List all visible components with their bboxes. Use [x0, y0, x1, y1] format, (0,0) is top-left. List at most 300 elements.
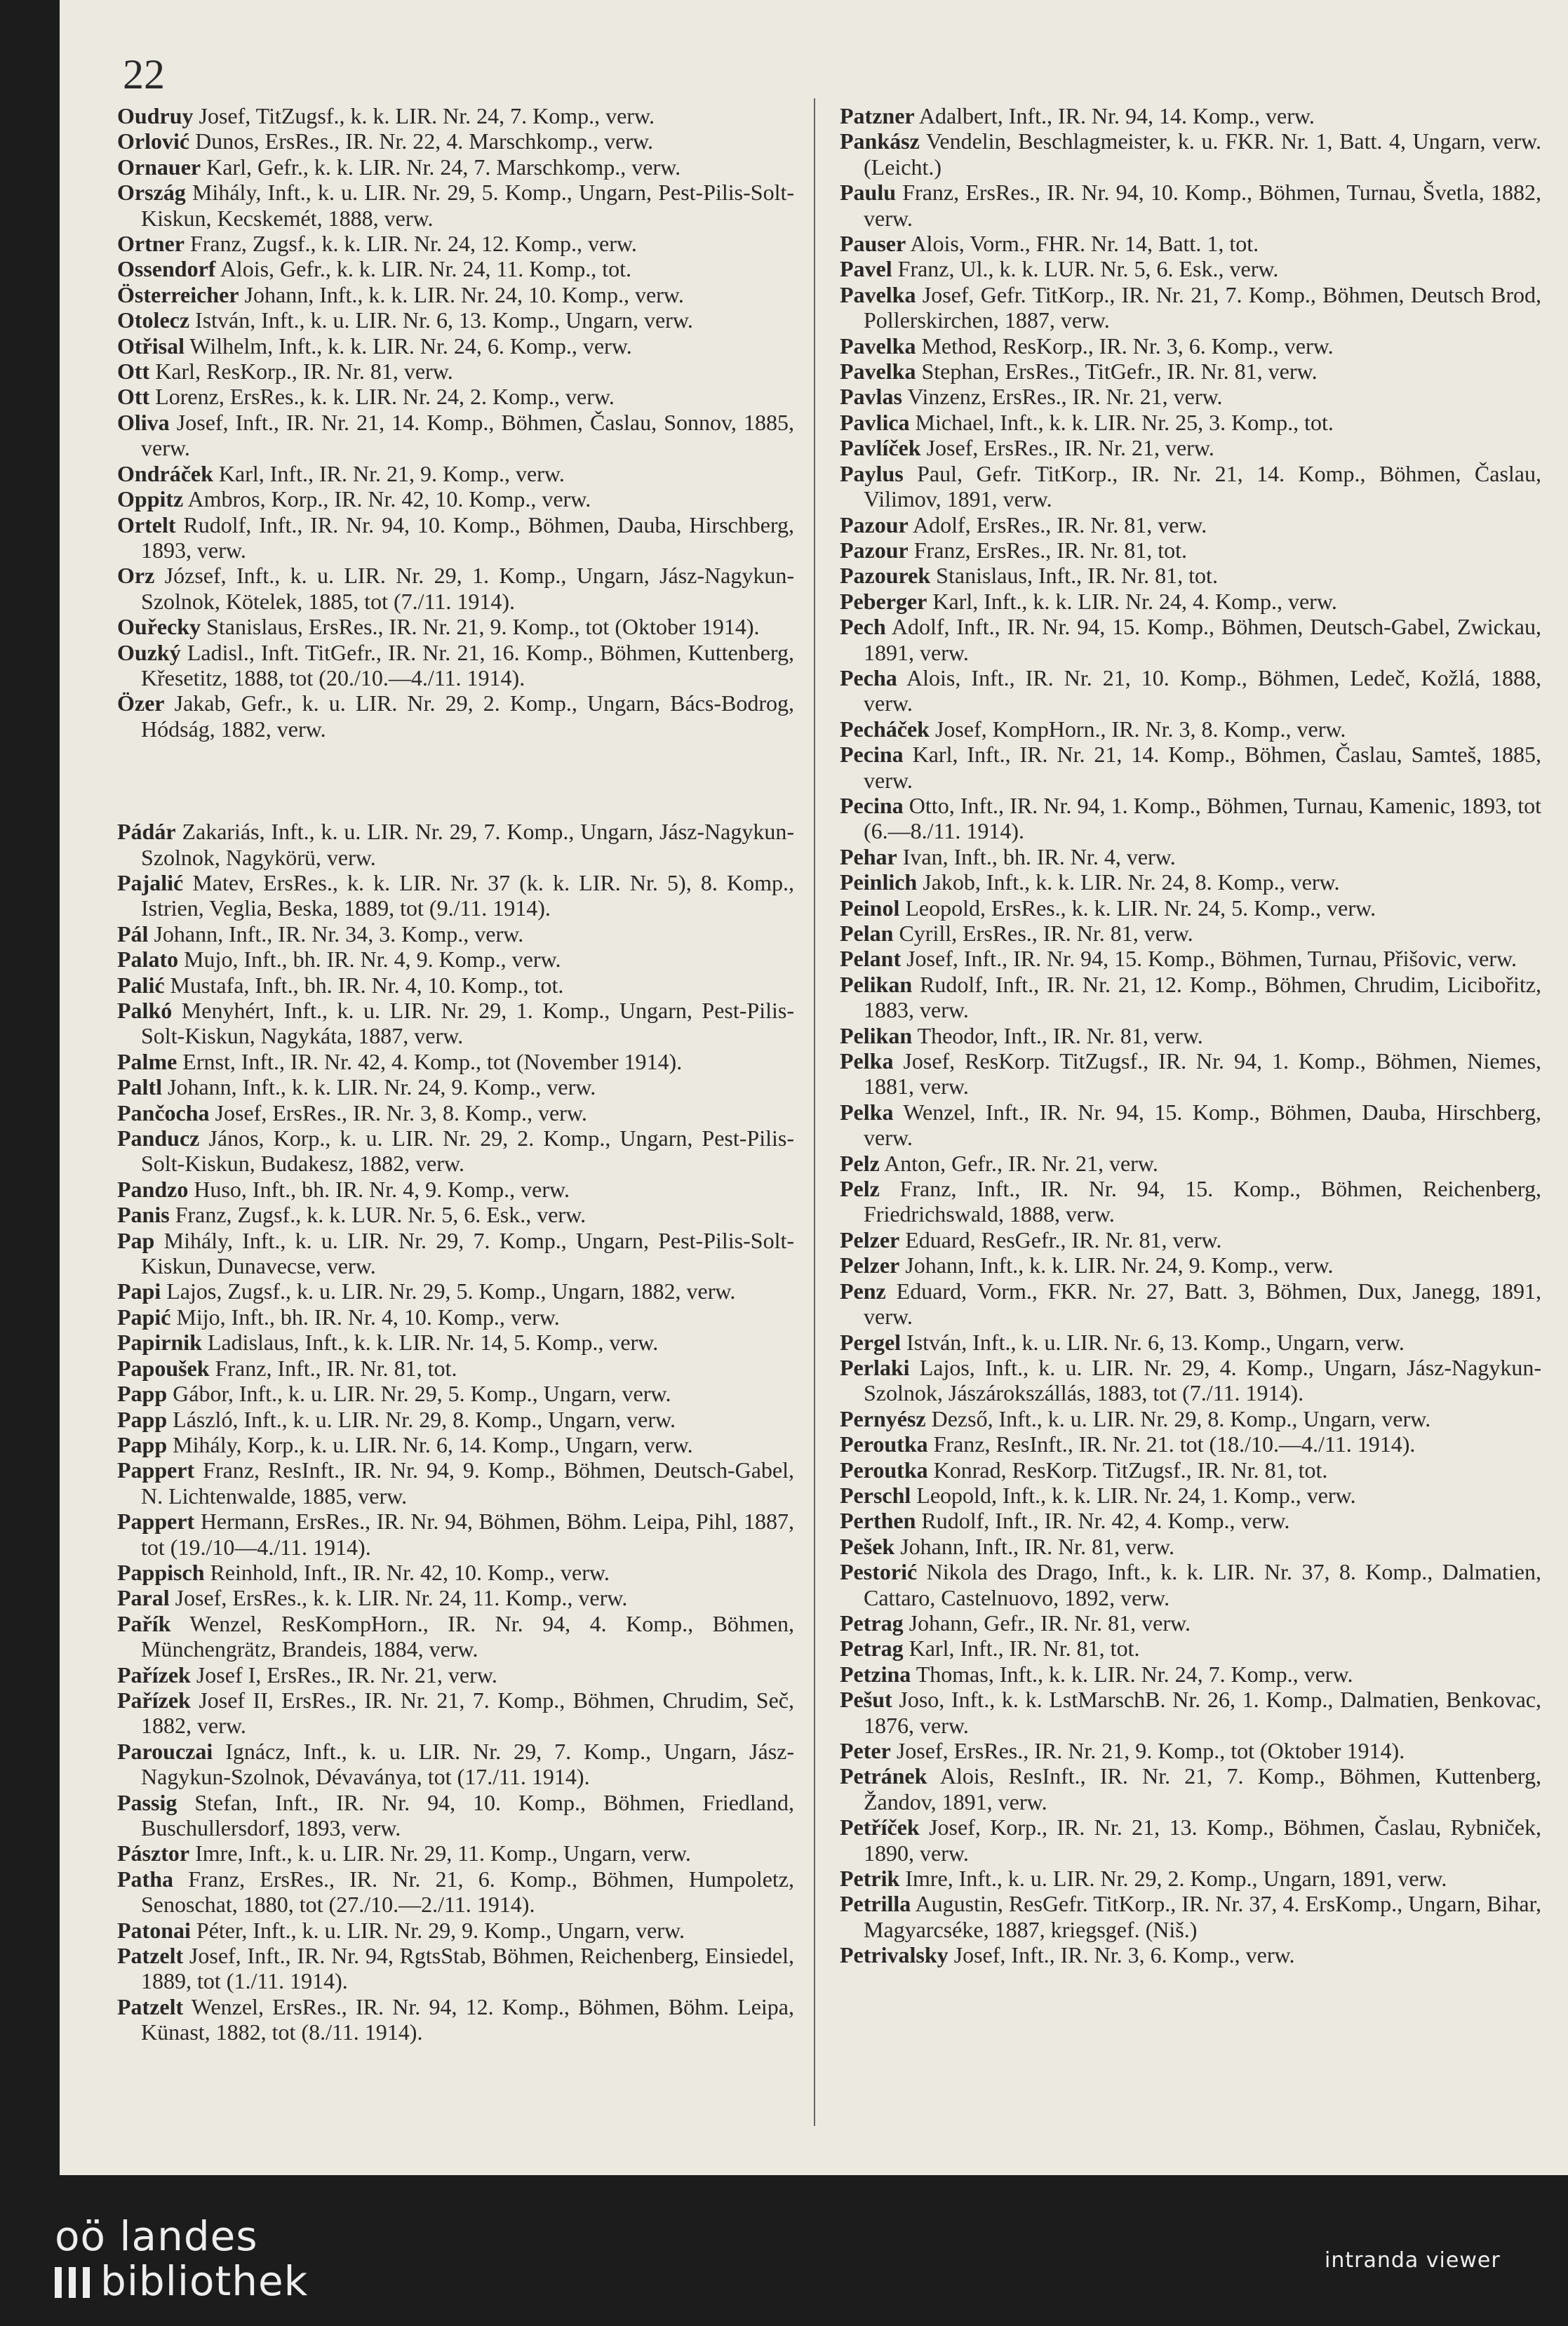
entry-surname: Pařízek: [117, 1662, 191, 1687]
entry-details: Karl, Inft., IR. Nr. 21, 14. Komp., Böhmen, Časlau, Samteš, 1885, verw.: [864, 742, 1542, 793]
list-entry: [117, 333, 794, 359]
entry-surname: Ornauer: [117, 154, 201, 180]
entry-surname: Panis: [117, 1202, 170, 1228]
list-entry: [840, 410, 1541, 435]
list-entry: [117, 512, 794, 563]
entry-details: Franz, ErsRes., IR. Nr. 81, tot.: [913, 537, 1188, 563]
viewer-label: intranda viewer: [1325, 2248, 1501, 2273]
entry-details: Franz, ResInft., IR. Nr. 21. tot (18./10.—4./11. 1914).: [933, 1431, 1416, 1457]
list-entry: [840, 1048, 1541, 1099]
entry-surname: Petříček: [840, 1814, 920, 1840]
entry-details: Rudolf, Inft., IR. Nr. 21, 12. Komp., Böhmen, Chrudim, Licibořitz, 1883, verw.: [864, 971, 1542, 1023]
entry-surname: Passig: [117, 1789, 177, 1815]
entry-surname: Pecháček: [840, 716, 930, 742]
list-entry: [117, 231, 794, 256]
entry-surname: Perschl: [840, 1482, 911, 1508]
entry-details: Eduard, ResGefr., IR. Nr. 81, verw.: [905, 1227, 1222, 1252]
list-entry: [117, 1381, 794, 1406]
entry-surname: Pavel: [840, 256, 892, 282]
entry-surname: Otolecz: [117, 307, 190, 333]
list-entry: [840, 1278, 1541, 1330]
list-entry: [840, 1252, 1541, 1278]
entry-surname: Pauser: [840, 231, 906, 257]
entry-surname: Papić: [117, 1304, 171, 1330]
entry-details: Johann, Inft., k. k. LIR. Nr. 24, 9. Komp., verw.: [167, 1074, 596, 1100]
list-entry: [840, 972, 1541, 1023]
list-entry: [117, 1687, 794, 1739]
list-entry: [117, 921, 794, 947]
entry-details: Konrad, ResKorp. TitZugsf., IR. Nr. 81, tot.: [933, 1457, 1328, 1483]
list-entry: [117, 359, 794, 384]
entry-details: Leopold, Inft., k. k. LIR. Nr. 24, 1. Komp., verw.: [916, 1482, 1356, 1508]
entry-surname: Petrivalsky: [840, 1942, 949, 1968]
entry-details: Thomas, Inft., k. k. LIR. Nr. 24, 7. Komp., verw.: [916, 1661, 1353, 1687]
entry-details: Adolf, Inft., IR. Nr. 94, 15. Komp., Böhmen, Deutsch-Gabel, Zwickau, 1891, verw.: [864, 614, 1542, 665]
logo-bars-icon: [55, 2267, 93, 2298]
entry-details: Ambros, Korp., IR. Nr. 42, 10. Komp., verw.: [187, 486, 591, 512]
entry-details: Josef I, ErsRes., IR. Nr. 21, verw.: [196, 1662, 497, 1687]
entry-surname: Petrag: [840, 1636, 904, 1662]
entry-details: Johann, Inft., k. k. LIR. Nr. 24, 10. Komp., verw.: [244, 281, 684, 307]
list-entry: [840, 384, 1541, 409]
entry-surname: Pernyész: [840, 1405, 926, 1431]
entry-surname: Pandzo: [117, 1176, 189, 1202]
list-entry: [840, 1636, 1541, 1661]
entry-details: Josef, ResKorp. TitZugsf., IR. Nr. 94, 1. Komp., Böhmen, Niemes, 1881, verw.: [864, 1048, 1542, 1099]
entry-surname: Pelan: [840, 921, 894, 946]
list-entry: [117, 1943, 794, 1994]
list-entry: [117, 690, 794, 742]
list-entry: [840, 614, 1541, 665]
entry-details: Stefan, Inft., IR. Nr. 94, 10. Komp., Böhmen, Friedland, Buschullersdorf, 1893, verw.: [141, 1789, 795, 1840]
entry-surname: Patha: [117, 1866, 173, 1892]
list-entry: [117, 1407, 794, 1432]
entry-details: Josef, Inft., IR. Nr. 21, 14. Komp., Böhmen, Časlau, Sonnov, 1885, verw.: [141, 409, 795, 461]
entry-surname: Ott: [117, 359, 150, 385]
entry-details: Karl, Gefr., k. k. LIR. Nr. 24, 7. Marschkomp., verw.: [206, 154, 681, 180]
list-entry: [840, 1763, 1541, 1814]
list-entry: [117, 154, 794, 180]
entry-surname: Papp: [117, 1431, 168, 1457]
list-entry: [840, 103, 1541, 128]
entry-details: Josef, Korp., IR. Nr. 21, 13. Komp., Böhmen, Časlau, Rybniček, 1890, verw.: [864, 1814, 1542, 1866]
entry-surname: Pech: [840, 614, 886, 640]
page-number: 22: [123, 51, 165, 98]
entry-surname: Oudruy: [117, 103, 194, 128]
entry-surname: Otřisal: [117, 333, 185, 359]
entry-details: Anton, Gefr., IR. Nr. 21, verw.: [884, 1150, 1158, 1176]
entry-details: Mujo, Inft., bh. IR. Nr. 4, 9. Komp., verw.: [184, 947, 561, 972]
entry-surname: Ott: [117, 384, 150, 410]
entry-surname: Pavlíček: [840, 435, 921, 461]
list-entry: [840, 793, 1541, 844]
entry-surname: Pařízek: [117, 1687, 191, 1713]
entry-details: Franz, Inft., IR. Nr. 81, tot.: [215, 1355, 457, 1381]
entry-surname: Papoušek: [117, 1355, 210, 1381]
entry-details: Ignácz, Inft., k. u. LIR. Nr. 29, 7. Komp., Ungarn, Jász-Nagykun-Szolnok, Dévaványa, tot (17./11. 1914).: [141, 1738, 795, 1790]
entry-surname: Oliva: [117, 409, 170, 435]
entry-details: Franz, Zugsf., k. k. LIR. Nr. 24, 12. Komp., verw.: [189, 231, 637, 257]
list-entry: [840, 563, 1541, 588]
section-gap: [117, 742, 794, 819]
list-entry: [840, 921, 1541, 946]
entry-surname: Petrag: [840, 1610, 904, 1636]
entry-details: Johann, Gefr., IR. Nr. 81, verw.: [909, 1610, 1191, 1636]
entry-surname: Peberger: [840, 588, 927, 614]
entry-details: Rudolf, Inft., IR. Nr. 42, 4. Komp., verw.: [921, 1508, 1290, 1534]
entry-surname: Pecina: [840, 792, 904, 818]
list-entry: [117, 180, 794, 231]
list-entry: [117, 563, 794, 614]
list-entry: [840, 1662, 1541, 1687]
entry-details: Nikola des Drago, Inft., k. k. LIR. Nr. 37, 8. Komp., Dalmatien, Cattaro, Castelnuovo, 1892, verw.: [864, 1559, 1542, 1610]
list-entry: [117, 972, 794, 998]
entry-details: István, Inft., k. u. LIR. Nr. 6, 13. Komp., Ungarn, verw.: [906, 1329, 1405, 1355]
list-entry: [117, 1585, 794, 1610]
entry-details: Johann, Inft., IR. Nr. 34, 3. Komp., verw.: [154, 921, 524, 947]
entry-surname: Pergel: [840, 1329, 902, 1355]
entry-details: Alois, Inft., IR. Nr. 21, 10. Komp., Böhmen, Ledeč, Kožlá, 1888, verw.: [864, 664, 1542, 716]
entry-surname: Patzner: [840, 103, 915, 128]
list-entry: [840, 461, 1541, 512]
entry-surname: Oppitz: [117, 486, 184, 512]
entry-surname: Papp: [117, 1381, 168, 1407]
list-entry: [840, 844, 1541, 869]
list-entry: [117, 103, 794, 128]
entry-details: Josef, Gefr. TitKorp., IR. Nr. 21, 7. Komp., Böhmen, Deutsch Brod, Pollerskirchen, 1887, verw.: [864, 281, 1542, 333]
list-entry: [117, 1049, 794, 1074]
library-logo[interactable]: [55, 2214, 308, 2304]
list-entry: [840, 716, 1541, 742]
list-entry: [840, 1687, 1541, 1738]
list-entry: [840, 512, 1541, 537]
entry-details: István, Inft., k. u. LIR. Nr. 6, 13. Komp., Ungarn, verw.: [195, 307, 693, 333]
list-entry: [840, 1483, 1541, 1508]
list-entry: [117, 307, 794, 333]
entry-surname: Perthen: [840, 1508, 916, 1534]
list-entry: [840, 282, 1541, 333]
list-entry: [117, 1994, 794, 2045]
list-entry: [840, 1457, 1541, 1483]
entry-details: Péter, Inft., k. u. LIR. Nr. 29, 9. Komp., Ungarn, verw.: [196, 1917, 685, 1943]
entry-details: Ivan, Inft., bh. IR. Nr. 4, verw.: [902, 843, 1176, 869]
entry-details: Vendelin, Beschlagmeister, k. u. FKR. Nr. 1, Batt. 4, Ungarn, verw. (Leicht.): [864, 128, 1542, 180]
list-entry: [117, 998, 794, 1049]
list-entry: [117, 282, 794, 307]
list-entry: [840, 537, 1541, 563]
entry-details: Josef, Inft., IR. Nr. 94, RgtsStab, Böhmen, Reichenberg, Einsiedel, 1889, tot (1./11. 1914).: [141, 1943, 795, 1994]
entry-surname: Pelikan: [840, 971, 913, 997]
list-entry: [840, 1738, 1541, 1763]
entry-details: Matev, ErsRes., k. k. LIR. Nr. 37 (k. k. LIR. Nr. 5), 8. Komp., Istrien, Veglia, Beska, 1889, tot (9./11. 1914).: [141, 869, 795, 921]
entry-surname: Özer: [117, 690, 165, 716]
entry-details: Huso, Inft., bh. IR. Nr. 4, 9. Komp., verw.: [194, 1176, 570, 1202]
entry-details: Dezső, Inft., k. u. LIR. Nr. 29, 8. Komp., Ungarn, verw.: [931, 1405, 1431, 1431]
entry-surname: Pavelka: [840, 359, 916, 385]
entry-details: Josef II, ErsRes., IR. Nr. 21, 7. Komp., Böhmen, Chrudim, Seč, 1882, verw.: [141, 1687, 795, 1739]
entry-details: Leopold, ErsRes., k. k. LIR. Nr. 24, 5. Komp., verw.: [905, 895, 1376, 921]
entry-details: Ladislaus, Inft., k. k. LIR. Nr. 14, 5. Komp., verw.: [207, 1330, 659, 1356]
entry-surname: Pelant: [840, 946, 902, 972]
entry-surname: Pazourek: [840, 563, 931, 589]
list-entry: [840, 742, 1541, 793]
list-entry: [117, 384, 794, 409]
entry-surname: Ondráček: [117, 460, 213, 486]
logo-line-2: bibliothek: [100, 2257, 309, 2305]
list-entry: [117, 128, 794, 154]
entry-details: Gábor, Inft., k. u. LIR. Nr. 29, 5. Komp., Ungarn, verw.: [173, 1381, 671, 1407]
entry-details: Franz, ErsRes., IR. Nr. 94, 10. Komp., Böhmen, Turnau, Švetla, 1882, verw.: [864, 180, 1542, 231]
entry-surname: Pazour: [840, 537, 909, 563]
entry-details: Josef, ErsRes., IR. Nr. 3, 8. Komp., verw.: [215, 1099, 587, 1125]
entry-details: Karl, Inft., k. k. LIR. Nr. 24, 4. Komp., verw.: [932, 588, 1337, 614]
list-entry: [117, 947, 794, 972]
entry-surname: Pelzer: [840, 1252, 900, 1278]
list-entry: [840, 1866, 1541, 1891]
entry-surname: Pelka: [840, 1099, 894, 1125]
entry-details: László, Inft., k. u. LIR. Nr. 29, 8. Komp., Ungarn, verw.: [173, 1406, 676, 1432]
entry-surname: Paulu: [840, 180, 897, 206]
entry-details: Mihály, Korp., k. u. LIR. Nr. 6, 14. Komp., Ungarn, verw.: [173, 1431, 693, 1457]
entry-details: Franz, ErsRes., IR. Nr. 21, 6. Komp., Böhmen, Humpoletz, Senoschat, 1880, tot (27./10.—2./11. 1914).: [141, 1866, 795, 1918]
entry-details: Theodor, Inft., IR. Nr. 81, verw.: [917, 1022, 1203, 1048]
entry-surname: Papp: [117, 1406, 168, 1432]
list-entry: [117, 614, 794, 639]
entry-surname: Papirnik: [117, 1330, 202, 1356]
entry-details: Mijo, Inft., bh. IR. Nr. 4, 10. Komp., verw.: [176, 1304, 560, 1330]
entry-details: Wenzel, ResKompHorn., IR. Nr. 94, 4. Komp., Böhmen, Münchengrätz, Brandeis, 1884, verw.: [141, 1610, 795, 1662]
entry-surname: Parouczai: [117, 1738, 213, 1764]
list-entry: [117, 1100, 794, 1125]
entry-details: Johann, Inft., IR. Nr. 81, verw.: [900, 1533, 1174, 1559]
entry-details: Reinhold, Inft., IR. Nr. 42, 10. Komp., verw.: [210, 1559, 610, 1585]
entry-details: Karl, Inft., IR. Nr. 21, 9. Komp., verw.: [218, 460, 565, 486]
entry-details: Rudolf, Inft., IR. Nr. 94, 10. Komp., Böhmen, Dauba, Hirschberg, 1893, verw.: [141, 512, 795, 563]
entry-surname: Pelikan: [840, 1022, 913, 1048]
right-column: [840, 103, 1541, 1968]
list-entry: [117, 1840, 794, 1866]
entry-details: Karl, Inft., IR. Nr. 81, tot.: [909, 1636, 1140, 1662]
entry-details: Dunos, ErsRes., IR. Nr. 22, 4. Marschkomp., verw.: [195, 128, 654, 154]
list-entry: [117, 870, 794, 921]
entry-details: Zakariás, Inft., k. u. LIR. Nr. 29, 7. Komp., Ungarn, Jász-Nagykun-Szolnok, Nagykörü, verw.: [141, 819, 795, 870]
entry-surname: Palme: [117, 1048, 177, 1074]
entry-surname: Palkó: [117, 998, 173, 1023]
list-entry: [117, 1330, 794, 1355]
entry-details: Alois, Gefr., k. k. LIR. Nr. 24, 11. Komp., tot.: [220, 256, 632, 282]
entry-surname: Pecha: [840, 664, 897, 690]
list-entry: [117, 1432, 794, 1457]
entry-surname: Pehar: [840, 843, 897, 869]
entry-details: Wenzel, ErsRes., IR. Nr. 94, 12. Komp., Böhmen, Böhm. Leipa, Künast, 1882, tot (8./11. 1914).: [141, 1993, 795, 2045]
entry-surname: Palato: [117, 947, 179, 972]
entry-details: Eduard, Vorm., FKR. Nr. 27, Batt. 3, Böhmen, Dux, Janegg, 1891, verw.: [864, 1278, 1542, 1330]
entry-details: Karl, ResKorp., IR. Nr. 81, verw.: [155, 359, 453, 385]
entry-surname: Pajalić: [117, 869, 184, 895]
list-entry: [840, 1151, 1541, 1176]
entry-details: Imre, Inft., k. u. LIR. Nr. 29, 2. Komp., Ungarn, 1891, verw.: [905, 1866, 1447, 1892]
list-entry: [840, 1355, 1541, 1406]
entry-details: Augustin, ResGefr. TitKorp., IR. Nr. 37, 4. ErsKomp., Ungarn, Bihar, Magyarcséke, 1887, kriegsgef. (Niš.): [864, 1891, 1542, 1942]
list-entry: [117, 256, 794, 281]
entry-surname: Pádár: [117, 819, 176, 845]
list-entry: [117, 1125, 794, 1177]
list-entry: [117, 410, 794, 461]
list-entry: [840, 1023, 1541, 1048]
entry-details: Josef, Inft., IR. Nr. 94, 15. Komp., Böhmen, Turnau, Přišovic, verw.: [906, 946, 1517, 972]
left-column: [117, 103, 794, 2045]
entry-surname: Pančocha: [117, 1099, 210, 1125]
list-entry: [840, 1099, 1541, 1151]
entry-details: Alois, ResInft., IR. Nr. 21, 7. Komp., Böhmen, Kuttenberg, Žandov, 1891, verw.: [864, 1763, 1542, 1814]
entry-surname: Paral: [117, 1585, 170, 1611]
entry-surname: Ouzký: [117, 639, 181, 665]
entry-details: Josef, ErsRes., IR. Nr. 21, 9. Komp., tot (Oktober 1914).: [896, 1738, 1405, 1763]
entry-surname: Panducz: [117, 1125, 200, 1151]
entry-surname: Pappert: [117, 1457, 195, 1483]
entry-surname: Peinol: [840, 895, 900, 921]
entry-surname: Pestorić: [840, 1559, 918, 1585]
list-entry: [117, 1662, 794, 1687]
entry-surname: Ország: [117, 180, 186, 206]
list-entry: [840, 435, 1541, 460]
entry-surname: Pavlica: [840, 409, 910, 435]
entry-surname: Österreicher: [117, 281, 239, 307]
entry-details: Josef, ErsRes., k. k. LIR. Nr. 24, 11. Komp., verw.: [175, 1585, 628, 1611]
list-entry: [117, 1177, 794, 1202]
entry-surname: Pankász: [840, 128, 920, 154]
list-entry: [117, 1790, 794, 1841]
list-entry: [840, 231, 1541, 256]
entry-surname: Pap: [117, 1227, 155, 1253]
entry-details: Adalbert, Inft., IR. Nr. 94, 14. Komp., verw.: [918, 103, 1315, 128]
entry-surname: Patonai: [117, 1917, 191, 1943]
list-entry: [840, 946, 1541, 971]
list-entry: [117, 1866, 794, 1918]
entry-details: Hermann, ErsRes., IR. Nr. 94, Böhmen, Böhm. Leipa, Pihl, 1887, tot (19./10—4./11. 1914).: [141, 1509, 795, 1560]
list-entry: [117, 1278, 794, 1304]
list-entry: [117, 1074, 794, 1099]
list-entry: [840, 1431, 1541, 1457]
entry-details: Alois, Vorm., FHR. Nr. 14, Batt. 1, tot.: [910, 231, 1259, 257]
list-entry: [840, 359, 1541, 384]
list-entry: [117, 1611, 794, 1662]
entry-details: Jakab, Gefr., k. u. LIR. Nr. 29, 2. Komp., Ungarn, Bács-Bodrog, Hódság, 1882, verw.: [141, 690, 795, 742]
entry-surname: Ortelt: [117, 512, 176, 537]
entry-surname: Peroutka: [840, 1431, 928, 1457]
entry-surname: Pásztor: [117, 1840, 190, 1866]
entry-details: Mihály, Inft., k. u. LIR. Nr. 29, 7. Komp., Ungarn, Pest-Pilis-Solt-Kiskun, Dunavecse, verw.: [141, 1227, 795, 1279]
list-entry: [117, 1304, 794, 1330]
entry-surname: Ouřecky: [117, 614, 201, 640]
entry-surname: Petrilla: [840, 1891, 911, 1917]
entry-details: Lorenz, ErsRes., k. k. LIR. Nr. 24, 2. Komp., verw.: [155, 384, 615, 410]
entry-surname: Pešut: [840, 1687, 892, 1713]
entry-details: Michael, Inft., k. k. LIR. Nr. 25, 3. Komp., tot.: [915, 409, 1334, 435]
list-entry: [840, 1891, 1541, 1942]
list-entry: [840, 665, 1541, 716]
list-entry: [840, 1508, 1541, 1533]
list-entry: [117, 1918, 794, 1943]
list-entry: [117, 1739, 794, 1790]
column-divider: [814, 98, 815, 2126]
entry-details: Wenzel, Inft., IR. Nr. 94, 15. Komp., Böhmen, Dauba, Hirschberg, verw.: [864, 1099, 1542, 1151]
list-entry: [840, 1176, 1541, 1227]
entry-details: Josef, TitZugsf., k. k. LIR. Nr. 24, 7. Komp., verw.: [199, 103, 655, 128]
entry-surname: Petránek: [840, 1763, 927, 1789]
entry-details: József, Inft., k. u. LIR. Nr. 29, 1. Komp., Ungarn, Jász-Nagykun-Szolnok, Kötelek, 1885, tot (7./11. 1914).: [141, 563, 795, 614]
entry-details: Franz, Ul., k. k. LUR. Nr. 5, 6. Esk., verw.: [897, 256, 1279, 282]
scanned-page: [60, 0, 1568, 2175]
entry-details: Franz, Inft., IR. Nr. 94, 15. Komp., Böhmen, Reichenberg, Friedrichswald, 1888, verw.: [864, 1176, 1542, 1227]
entry-surname: Penz: [840, 1278, 886, 1304]
entry-details: Franz, Zugsf., k. k. LUR. Nr. 5, 6. Esk., verw.: [175, 1202, 587, 1228]
entry-surname: Papi: [117, 1278, 161, 1304]
entry-surname: Paltl: [117, 1074, 162, 1100]
entry-surname: Pařík: [117, 1610, 171, 1636]
entry-surname: Petrik: [840, 1866, 900, 1892]
list-entry: [117, 1560, 794, 1585]
list-entry: [117, 461, 794, 486]
entry-surname: Pavelka: [840, 281, 916, 307]
list-entry: [840, 180, 1541, 231]
list-entry: [840, 1227, 1541, 1252]
entry-details: Cyrill, ErsRes., IR. Nr. 81, verw.: [899, 921, 1193, 946]
entry-details: János, Korp., k. u. LIR. Nr. 29, 2. Komp., Ungarn, Pest-Pilis-Solt-Kiskun, Budakesz, 1882, verw.: [141, 1125, 794, 1177]
entry-surname: Pelz: [840, 1150, 880, 1176]
list-entry: [840, 256, 1541, 281]
entry-details: Adolf, ErsRes., IR. Nr. 81, verw.: [912, 512, 1207, 537]
list-entry: [840, 1406, 1541, 1431]
list-entry: [117, 1202, 794, 1227]
entry-surname: Pelz: [840, 1176, 880, 1202]
list-entry: [117, 1509, 794, 1560]
list-entry: [840, 869, 1541, 895]
entry-details: Joso, Inft., k. k. LstMarschB. Nr. 26, 1. Komp., Dalmatien, Benkovac, 1876, verw.: [864, 1687, 1542, 1738]
entry-details: Stanislaus, Inft., IR. Nr. 81, tot.: [936, 563, 1218, 589]
entry-details: Method, ResKorp., IR. Nr. 3, 6. Komp., verw.: [921, 333, 1334, 359]
entry-details: Josef, Inft., IR. Nr. 3, 6. Komp., verw.: [953, 1942, 1295, 1968]
entry-details: Ladisl., Inft. TitGefr., IR. Nr. 21, 16. Komp., Böhmen, Kuttenberg, Křesetitz, 1888, tot (20./10.—4./11. 1914).: [141, 639, 795, 690]
entry-details: Lajos, Zugsf., k. u. LIR. Nr. 29, 5. Komp., Ungarn, 1882, verw.: [166, 1278, 736, 1304]
entry-details: Menyhért, Inft., k. u. LIR. Nr. 29, 1. Komp., Ungarn, Pest-Pilis-Solt-Kiskun, Nagykáta, 1887, verw.: [141, 998, 795, 1049]
entry-surname: Pelka: [840, 1048, 894, 1074]
entry-details: Otto, Inft., IR. Nr. 94, 1. Komp., Böhmen, Turnau, Kamenic, 1893, tot (6.—8./11. 1914).: [864, 792, 1542, 844]
entry-details: Ernst, Inft., IR. Nr. 42, 4. Komp., tot (November 1914).: [182, 1048, 683, 1074]
logo-line-1: oö landes: [55, 2212, 258, 2260]
entry-surname: Orlović: [117, 128, 190, 154]
list-entry: [840, 128, 1541, 180]
entry-details: Mustafa, Inft., bh. IR. Nr. 4, 10. Komp., tot.: [170, 972, 564, 998]
list-entry: [117, 819, 794, 870]
entry-details: Johann, Inft., k. k. LIR. Nr. 24, 9. Komp., verw.: [905, 1252, 1334, 1278]
entry-surname: Patzelt: [117, 1993, 184, 2019]
entry-surname: Patzelt: [117, 1943, 184, 1969]
entry-details: Vinzenz, ErsRes., IR. Nr. 21, verw.: [907, 384, 1223, 410]
entry-surname: Pelzer: [840, 1227, 900, 1252]
entry-details: Stephan, ErsRes., TitGefr., IR. Nr. 81, verw.: [921, 359, 1318, 385]
list-entry: [840, 1942, 1541, 1967]
entry-surname: Pappert: [117, 1509, 195, 1535]
entry-surname: Perlaki: [840, 1354, 910, 1380]
list-entry: [117, 1228, 794, 1279]
entry-details: Lajos, Inft., k. u. LIR. Nr. 29, 4. Komp., Ungarn, Jász-Nagykun-Szolnok, Jászárokszállás, 1883, tot (7./11. 1914).: [864, 1354, 1541, 1406]
list-entry: [840, 333, 1541, 359]
entry-details: Josef, KompHorn., IR. Nr. 3, 8. Komp., verw.: [934, 716, 1346, 742]
entry-surname: Peinlich: [840, 869, 918, 895]
entry-surname: Paylus: [840, 460, 904, 486]
entry-surname: Pavlas: [840, 384, 902, 410]
